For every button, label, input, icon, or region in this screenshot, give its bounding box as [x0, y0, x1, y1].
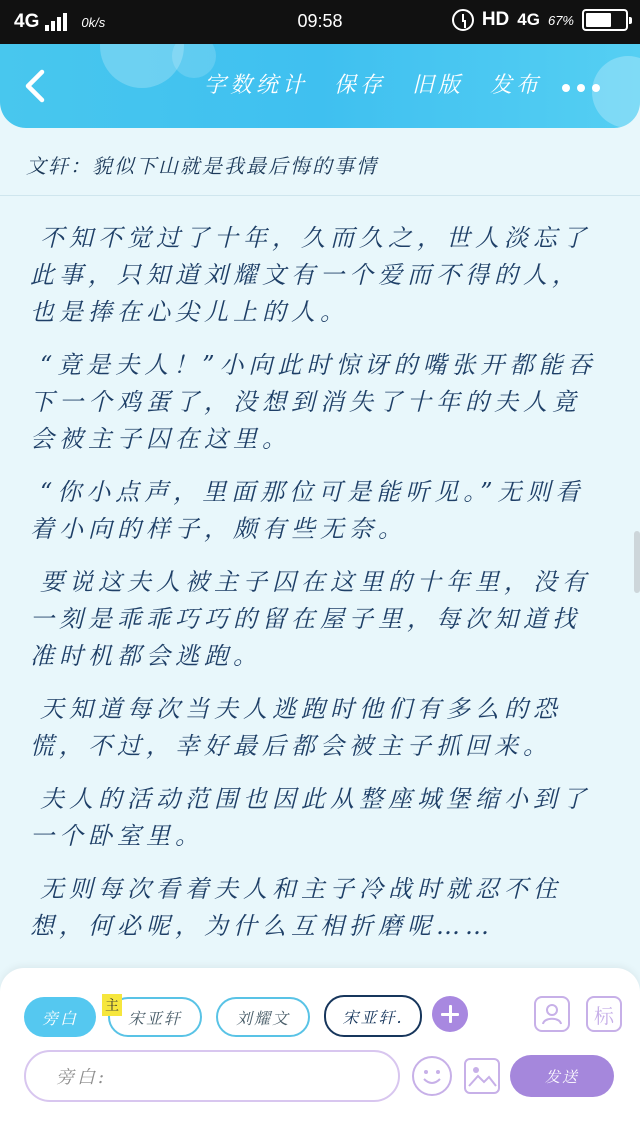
image-icon[interactable]	[464, 1058, 500, 1094]
decor-bubble	[592, 56, 640, 128]
main-character-badge: 主	[102, 994, 122, 1016]
more-options-icon[interactable]	[562, 84, 600, 92]
paragraph: 无则每次看着夫人和主子冷战时就忍不住想，何必呢，为什么互相折磨呢……	[30, 875, 562, 940]
battery-icon	[582, 9, 628, 31]
story-content[interactable]	[30, 220, 608, 961]
paragraph: 要说这夫人被主子囚在这里的十年里，没有一刻是乖乖巧巧的留在屋子里，每次知道找准时机都会逃跑。	[30, 568, 591, 670]
hd-indicator: HD	[481, 9, 510, 30]
save-button[interactable]: 保存	[333, 73, 386, 98]
decor-bubble	[100, 44, 184, 88]
header-actions	[204, 68, 542, 99]
battery-percent: 67%	[547, 12, 574, 28]
back-button[interactable]	[16, 64, 56, 108]
network-speed: 0k/s	[81, 14, 106, 30]
network-type-2: 4G	[517, 10, 540, 29]
character-chip-selected[interactable]: 宋亚轩.	[324, 995, 422, 1037]
add-character-icon[interactable]	[432, 996, 468, 1032]
narrator-chip[interactable]: 旁白	[24, 997, 96, 1037]
alarm-icon	[452, 9, 474, 31]
emoji-icon[interactable]	[412, 1056, 452, 1096]
chapter-title[interactable]: 文轩：貌似下山就是我最后悔的事情	[26, 154, 378, 178]
paragraph: 天知道每次当夫人逃跑时他们有多么的恐慌，不过，幸好最后都会被主子抓回来。	[30, 695, 562, 760]
character-chip[interactable]: 宋亚轩	[108, 997, 202, 1037]
divider	[0, 195, 640, 196]
clock: 09:58	[297, 11, 343, 31]
status-bar	[0, 0, 640, 44]
word-count-button[interactable]: 字数统计	[203, 73, 308, 98]
message-input[interactable]: 旁白:	[24, 1050, 400, 1102]
chevron-left-icon	[16, 64, 56, 108]
send-button[interactable]: 发送	[510, 1055, 614, 1097]
old-version-button[interactable]: 旧版	[411, 73, 464, 98]
character-chip[interactable]: 刘耀文	[216, 997, 310, 1037]
character-profile-icon[interactable]	[534, 996, 570, 1032]
network-type: 4G	[14, 11, 40, 32]
paragraph: 不知不觉过了十年，久而久之，世人淡忘了此事，只知道刘耀文有一个爱而不得的人，也是捧在心尖儿上的人。	[30, 224, 591, 326]
publish-button[interactable]: 发布	[489, 73, 542, 98]
scrollbar-thumb[interactable]	[634, 531, 640, 593]
app-header	[0, 44, 640, 128]
tag-button[interactable]: 标	[586, 996, 622, 1032]
paragraph: “你小点声，里面那位可是能听见。”无则看着小向的样子，颇有些无奈。	[30, 478, 585, 543]
paragraph: 夫人的活动范围也因此从整座城堡缩小到了一个卧室里。	[30, 785, 591, 850]
paragraph: “竟是夫人！”小向此时惊讶的嘴张开都能吞下一个鸡蛋了，没想到消失了十年的夫人竟会被主子囚在这里。	[30, 351, 597, 453]
